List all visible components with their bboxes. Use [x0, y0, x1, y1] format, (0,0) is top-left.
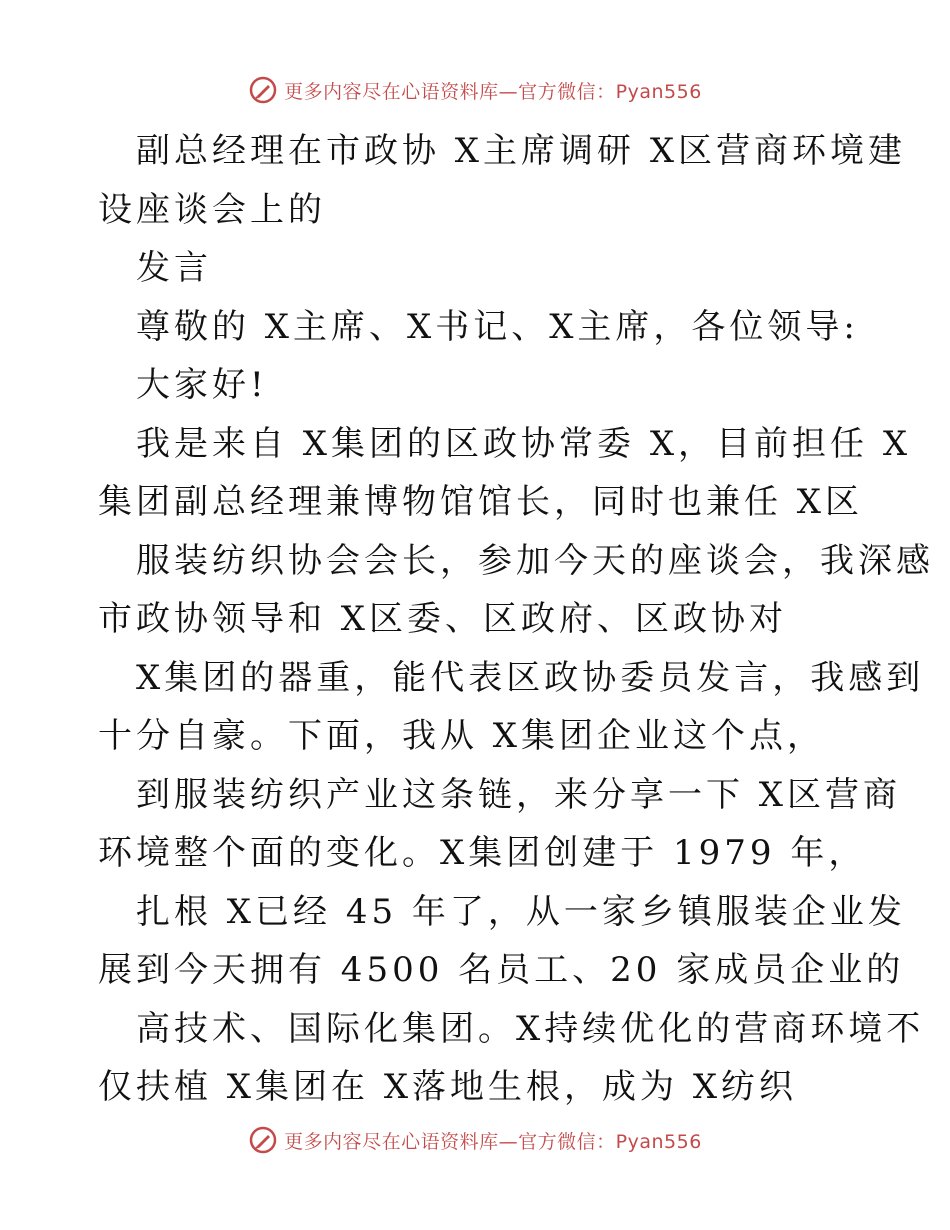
text-line: 副总经理在市政协 X主席调研 X区营商环境建 — [136, 131, 907, 171]
text-line: 扎根 X已经 45 年了，从一家乡镇服装企业发 — [136, 891, 906, 932]
text-line: 十分自豪。下面，我从 X集团企业这个点， — [98, 716, 826, 756]
text-line: 我是来自 X集团的区政协常委 X，目前担任 X — [136, 423, 912, 464]
watermark-text: 更多内容尽在心语资料库—官方微信：Pyan556 — [284, 1130, 702, 1153]
pen-circle-icon — [248, 1125, 278, 1155]
text-line: 大家好! — [136, 365, 268, 405]
document-body — [98, 122, 934, 1117]
text-line: X集团的器重，能代表区政协委员发言，我感到 — [136, 657, 925, 698]
text-line: 到服装纺织产业这条链，来分享一下 X区营商 — [136, 774, 902, 815]
text-line: 市政协领导和 X区委、区政府、区政协对 — [98, 599, 788, 639]
text-line: 仅扶植 X集团在 X落地生根，成为 X纺织 — [98, 1067, 798, 1107]
text-line: 尊敬的 X主席、X书记、X主席，各位领导: — [136, 306, 859, 347]
header-watermark — [0, 70, 950, 110]
text-line: 设座谈会上的 — [98, 189, 326, 230]
text-line: 服装纺织协会会长，参加今天的座谈会，我深感 — [136, 540, 934, 581]
text-line: 发言 — [136, 248, 212, 288]
text-line: 环境整个面的变化。X集团创建于 1979 年， — [98, 833, 867, 873]
text-line: 展到今天拥有 4500 名员工、20 家成员企业的 — [98, 950, 905, 990]
text-line: 集团副总经理兼博物馆馆长，同时也兼任 X区 — [98, 482, 864, 522]
text-line: 高技术、国际化集团。X持续优化的营商环境不 — [136, 1008, 925, 1049]
pen-circle-icon — [248, 75, 278, 105]
watermark-text: 更多内容尽在心语资料库—官方微信：Pyan556 — [284, 80, 702, 103]
footer-watermark — [0, 1120, 950, 1160]
